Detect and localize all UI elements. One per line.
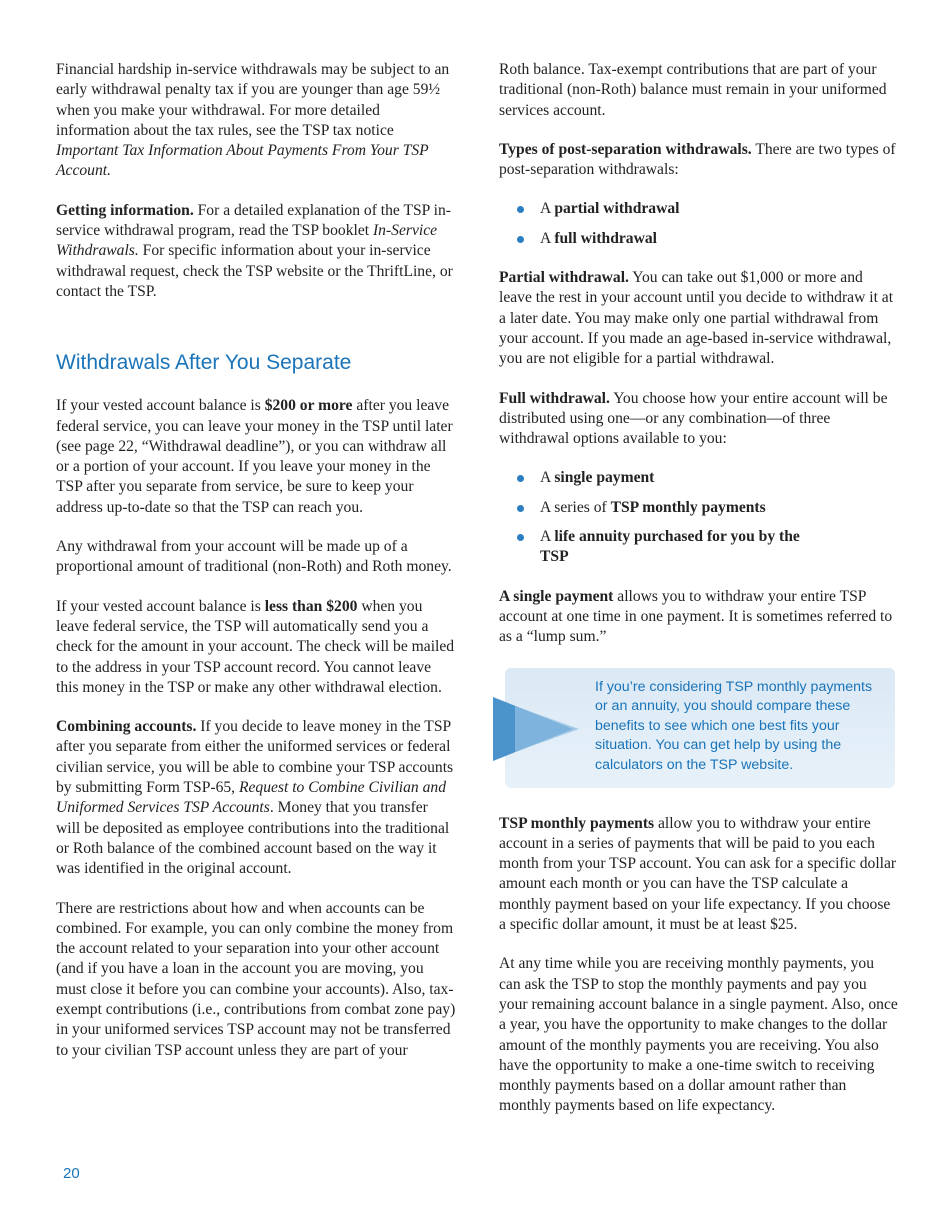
- paragraph-getting-information: [56, 201, 456, 302]
- paragraph-text: There are two types of post-separation withdrawals:: [499, 140, 896, 179]
- list-item: [499, 468, 899, 488]
- bullet-icon: [517, 236, 524, 243]
- list-item-bold: full withdrawal: [554, 229, 657, 247]
- paragraph-combining-accounts: [56, 717, 456, 879]
- paragraph-single-payment: [499, 587, 899, 648]
- paragraph-partial-withdrawal: [499, 268, 899, 369]
- list-item-text: A series of: [540, 498, 611, 516]
- paragraph-text: . Money that you transfer will be deposited as employee contributions into the traditional or Roth balance of the combined account based on the way it was identified in the original account.: [56, 799, 450, 878]
- paragraph-text: For specific information about your in-service withdrawal request, check the TSP website or the ThriftLine, or contact the TSP.: [56, 242, 453, 300]
- paragraph-text: For a detailed explanation of the TSP in-service withdrawal program, read the TSP booklet: [56, 201, 451, 240]
- arrow-icon: [493, 697, 579, 761]
- bold-text: $200 or more: [264, 397, 353, 415]
- italic-title: Important Tax Information About Payments From Your TSP Account.: [56, 142, 429, 180]
- paragraph-text: You can take out $1,000 or more and leave the rest in your account until you decide to withdraw it at a later date. You may make only one partial withdrawal from your account. If you made an age-based in-service withdrawal, you are not eligible for a partial withdrawal.: [499, 269, 894, 368]
- paragraph-restrictions: There are restrictions about how and when accounts can be combined. For example, you can only combine the money from the account related to your separation into your other account (and if you have a loan in the account you are moving, you must close it before you can combine your accounts). Also, tax-exempt contributions (i.e., contributions from combat zone pay) in your uniformed services TSP account may not be transferred to your civilian TSP account unless they are part of your: [56, 899, 456, 1059]
- list-item-text: A: [540, 200, 555, 218]
- italic-title: Request to Combine Civilian and Uniformed Services TSP Accounts: [56, 779, 446, 817]
- list-item-bold: single payment: [554, 469, 655, 487]
- paragraph-proportional-amount: Any withdrawal from your account will be made up of a proportional amount of traditional (non-Roth) and Roth money.: [56, 538, 452, 576]
- run-in-heading: Types of post-separation withdrawals.: [499, 140, 752, 158]
- paragraph-full-withdrawal: [499, 389, 899, 450]
- bullet-icon: [517, 534, 524, 541]
- left-column: [56, 60, 456, 1080]
- paragraph-early-withdrawal-penalty: [56, 60, 456, 182]
- list-item: [499, 199, 899, 219]
- run-in-heading: Getting information.: [56, 201, 194, 219]
- paragraph-text: allow you to withdraw your entire account in a series of payments that will be paid to you each month from your TSP account. You can ask for a specific dollar amount each month or you can have the TSP calculate a monthly payment based on your life expectancy. If you choose a specific dollar amount, it must be at least $25.: [499, 814, 897, 934]
- run-in-heading: A single payment: [499, 587, 614, 605]
- paragraph-text: If your vested account balance is: [56, 597, 265, 615]
- section-heading: Withdrawals After You Separate: [56, 351, 352, 375]
- callout-text: If you’re considering TSP monthly payments or an annuity, you should compare these benefits to see which one best fits your situation. You can get help by using the calculators on the TSP website.: [595, 678, 873, 773]
- list-item-text: A: [540, 469, 555, 487]
- list-item: [499, 527, 899, 568]
- withdrawal-types-list: [499, 199, 899, 249]
- withdrawal-options-list: [499, 468, 899, 567]
- paragraph-text: Financial hardship in-service withdrawals may be subject to an early withdrawal penalty tax if you are younger than age 59½ when you make your withdrawal. For more detailed information about the tax rules, see the TSP tax notice: [56, 61, 450, 139]
- run-in-heading: TSP monthly payments: [499, 814, 655, 832]
- list-item: [499, 498, 899, 518]
- paragraph-200-or-more: [56, 396, 456, 518]
- paragraph-text: If your vested account balance is: [56, 397, 265, 415]
- list-item-text: A: [540, 528, 555, 546]
- list-item-bold: TSP monthly payments: [610, 498, 766, 516]
- list-item-text: A: [540, 229, 555, 247]
- bold-text: less than $200: [264, 597, 358, 615]
- right-column: [499, 60, 899, 1136]
- page-number: 20: [63, 1165, 80, 1182]
- paragraph-text: when you leave federal service, the TSP will automatically send you a check for the amount in your account. The check will be mailed to the address in your TSP account record. You cannot leave this money in the TSP or make any other withdrawal election.: [56, 597, 455, 696]
- italic-title: In-Service Withdrawals.: [56, 222, 438, 260]
- paragraph-text: after you leave federal service, you can leave your money in the TSP until later (see page 22, “Withdrawal deadline”), or you can withdraw all or a portion of your account. If you leave your money in the TSP after you separate from service, be sure to keep your address up-to-date so that the TSP can reach you.: [56, 397, 453, 516]
- paragraph-monthly-payments: [499, 814, 899, 936]
- paragraph-types-of-withdrawals: [499, 140, 899, 181]
- bullet-icon: [517, 206, 524, 213]
- paragraph-text: allows you to withdraw your entire TSP account at one time in one payment. It is sometimes referred to as a “lump sum.”: [499, 587, 893, 646]
- bullet-icon: [517, 505, 524, 512]
- paragraph-text: If you decide to leave money in the TSP after you separate from either the uniformed services or federal civilian service, you will be able to combine your TSP accounts by submitting Form TSP-65,: [56, 718, 454, 797]
- tip-callout: [505, 668, 895, 788]
- list-item: [499, 229, 899, 249]
- list-item-bold: partial withdrawal: [554, 200, 680, 218]
- list-item-bold: life annuity purchased for you by the TSP: [540, 528, 800, 566]
- run-in-heading: Combining accounts.: [56, 718, 197, 736]
- paragraph-less-than-200: [56, 597, 456, 698]
- run-in-heading: Full withdrawal.: [499, 389, 610, 407]
- paragraph-stop-monthly-payments: At any time while you are receiving monthly payments, you can ask the TSP to stop the monthly payments and pay you your remaining account balance in a single payment. Also, once a year, you have the opportunity to make changes to the dollar amount of the monthly payments you are receiving. You also have the opportunity to make a one-time switch to receiving monthly payments based on a dollar amount rather than monthly payments based on life expectancy.: [499, 955, 898, 1115]
- bullet-icon: [517, 475, 524, 482]
- run-in-heading: Partial withdrawal.: [499, 269, 629, 287]
- paragraph-text: You choose how your entire account will be distributed using one—or any combination—of three withdrawal options available to you:: [499, 389, 888, 448]
- paragraph-roth-balance: Roth balance. Tax-exempt contributions that are part of your traditional (non-Roth) balance must remain in your uniformed services account.: [499, 61, 887, 119]
